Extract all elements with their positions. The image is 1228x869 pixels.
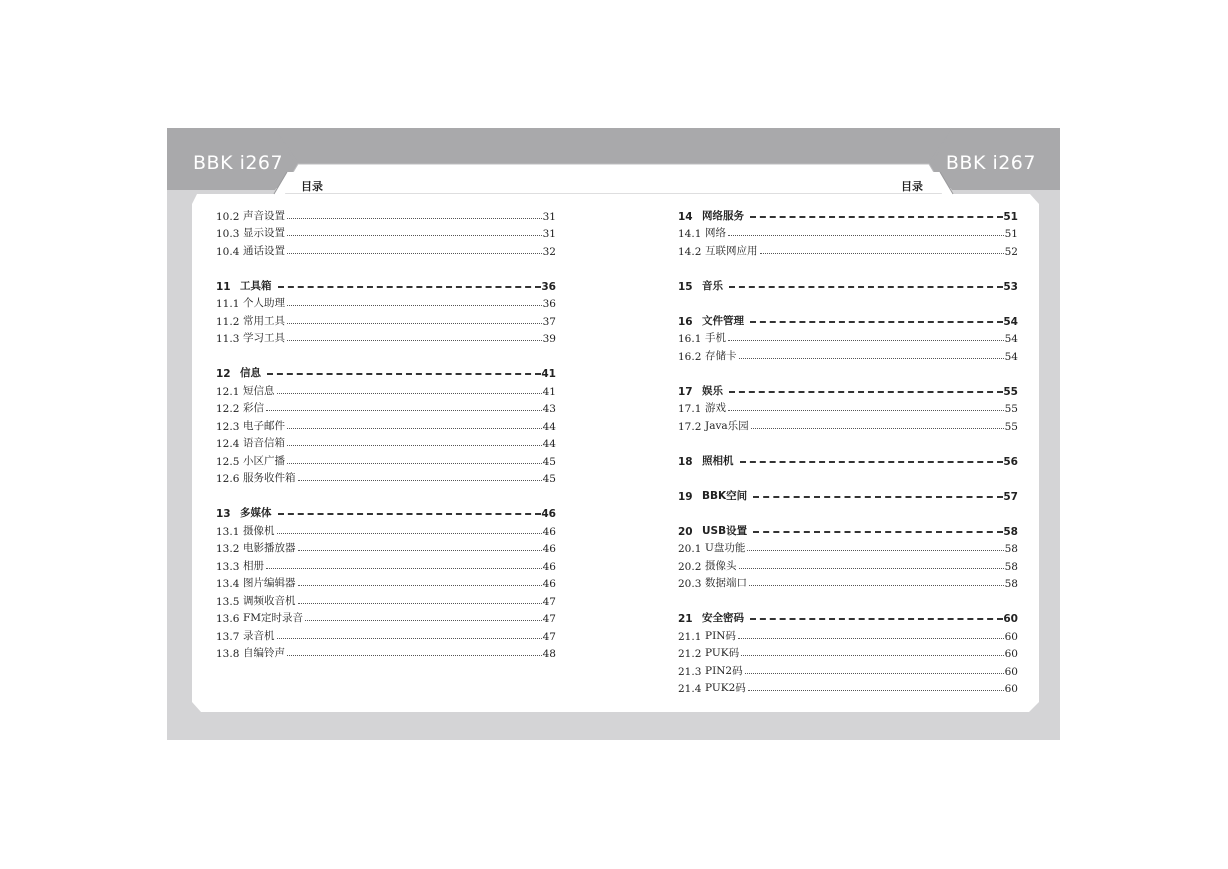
page-number: 54 <box>1004 333 1018 345</box>
toc-chapter <box>678 380 1018 398</box>
entry-number: 13.8 <box>216 648 240 660</box>
page-number: 45 <box>542 473 556 485</box>
entry-title: 工具箱 <box>240 279 272 292</box>
leader-line <box>277 393 542 394</box>
entry-number: 21.3 <box>678 665 702 678</box>
entry-title: 摄像机 <box>243 524 275 537</box>
page-number: 31 <box>542 210 556 223</box>
leader-line <box>729 391 1003 393</box>
entry-title: 存储卡 <box>705 349 737 362</box>
page-number: 54 <box>1004 350 1018 363</box>
entry-number: 16.2 <box>678 350 702 363</box>
toc-entry <box>678 555 1018 573</box>
page-number: 36 <box>542 298 556 310</box>
page-number: 54 <box>1003 315 1018 328</box>
page-number: 46 <box>542 525 556 538</box>
leader-line <box>739 358 1004 359</box>
entry-title: 录音机 <box>243 629 275 642</box>
entry-number: 13.6 <box>216 613 240 625</box>
entry-title: 多媒体 <box>240 507 272 519</box>
leader-line <box>287 463 542 464</box>
entry-number: 10.3 <box>216 228 240 240</box>
leader-line <box>747 550 1003 551</box>
toc-chapter <box>678 275 1018 293</box>
entry-title: 小区广播 <box>243 454 285 467</box>
page-number: 44 <box>542 420 556 433</box>
toc-entry <box>678 223 1018 241</box>
page-number: 47 <box>542 613 556 625</box>
entry-number: 11.3 <box>216 333 240 345</box>
leader-line <box>287 253 542 254</box>
toc-left-column <box>216 205 556 660</box>
entry-number: 10.2 <box>216 210 240 223</box>
entry-number: 21.1 <box>678 630 702 643</box>
entry-title: 通话设置 <box>243 244 285 257</box>
entry-title: 娱乐 <box>702 384 723 397</box>
entry-title: 相册 <box>243 559 264 572</box>
entry-number: 20.1 <box>678 543 702 555</box>
toc-entry <box>216 380 556 398</box>
entry-title: 图片编辑器 <box>243 577 296 589</box>
leader-line <box>287 655 542 656</box>
toc-entry <box>678 398 1018 416</box>
toc-entry <box>678 573 1018 591</box>
entry-number: 21.4 <box>678 683 702 695</box>
entry-title: 电影播放器 <box>243 542 296 554</box>
page-number: 41 <box>541 368 556 380</box>
manual-spread <box>167 128 1060 740</box>
page-number: 43 <box>542 403 556 415</box>
leader-line <box>278 513 542 515</box>
leader-line <box>751 428 1004 429</box>
toc-entry <box>216 608 556 626</box>
entry-title: 常用工具 <box>243 314 285 327</box>
page-number: 39 <box>542 333 556 345</box>
page-number: 47 <box>542 630 556 643</box>
toc-right-column <box>678 205 1018 695</box>
leader-line <box>741 655 1004 656</box>
toc-entry <box>216 468 556 486</box>
toc-entry <box>216 573 556 591</box>
entry-title: 数据端口 <box>705 577 747 589</box>
toc-entry <box>216 328 556 346</box>
entry-title: Java乐园 <box>705 419 749 432</box>
leader-line <box>266 410 542 411</box>
entry-title: 信息 <box>240 367 261 379</box>
toc-chapter <box>678 608 1018 626</box>
entry-number: 12.3 <box>216 420 240 433</box>
entry-number: 18 <box>678 455 693 468</box>
toc-entry <box>216 293 556 311</box>
toc-entry <box>678 660 1018 678</box>
page-number: 60 <box>1004 648 1018 660</box>
toc-entry <box>216 223 556 241</box>
leader-line <box>753 531 1003 533</box>
leader-line <box>305 620 542 621</box>
toc-chapter <box>678 520 1018 538</box>
toc-chapter <box>216 503 556 521</box>
toc-entry <box>216 590 556 608</box>
entry-title: 安全密码 <box>702 612 744 624</box>
toc-entry <box>678 678 1018 696</box>
toc-entry <box>216 240 556 258</box>
toc-entry <box>678 625 1018 643</box>
page-number: 51 <box>1003 210 1018 223</box>
entry-number: 14 <box>678 210 693 223</box>
leader-line <box>750 321 1003 323</box>
entry-number: 17.1 <box>678 403 702 415</box>
entry-number: 14.1 <box>678 228 702 240</box>
toc-entry <box>216 520 556 538</box>
leader-line <box>753 496 1003 498</box>
leader-line <box>277 638 542 639</box>
entry-number: 12.6 <box>216 473 240 485</box>
brand-logo-right: BBK i267 <box>945 152 1036 174</box>
entry-number: 21.2 <box>678 648 702 660</box>
entry-title: 互联网应用 <box>705 244 758 257</box>
entry-title: PUK2码 <box>705 682 746 694</box>
entry-title: 网络 <box>705 227 726 239</box>
page-number: 48 <box>542 648 556 660</box>
entry-title: 网络服务 <box>702 209 744 222</box>
entry-title: 自编铃声 <box>243 647 285 659</box>
page-number: 60 <box>1004 683 1018 695</box>
toc-entry <box>678 415 1018 433</box>
page-number: 46 <box>541 508 556 520</box>
entry-number: 20 <box>678 525 693 538</box>
toc-chapter <box>678 205 1018 223</box>
entry-title: USB设置 <box>702 524 748 537</box>
toc-chapter <box>678 310 1018 328</box>
entry-title: 调频收音机 <box>243 594 296 607</box>
toc-chapter <box>216 363 556 381</box>
leader-line <box>760 253 1004 254</box>
toc-entry <box>216 625 556 643</box>
toc-entry <box>216 643 556 661</box>
leader-line <box>728 340 1004 341</box>
entry-title: 彩信 <box>243 402 264 414</box>
leader-line <box>287 323 542 324</box>
entry-title: 短信息 <box>243 384 275 397</box>
entry-title: 文件管理 <box>702 314 744 327</box>
page-number: 60 <box>1004 665 1018 678</box>
leader-line <box>728 235 1004 236</box>
toc-chapter <box>678 450 1018 468</box>
entry-number: 12.4 <box>216 438 240 450</box>
brand-logo-left: BBK i267 <box>193 152 284 174</box>
entry-number: 13.5 <box>216 595 240 608</box>
toc-header-left: 目录 <box>301 180 323 193</box>
entry-number: 16 <box>678 315 693 328</box>
entry-title: 学习工具 <box>243 332 285 344</box>
entry-title: PUK码 <box>705 647 740 659</box>
page-number: 31 <box>542 228 556 240</box>
entry-title: 服务收件箱 <box>243 472 296 484</box>
entry-title: 摄像头 <box>705 559 737 572</box>
entry-number: 13.7 <box>216 630 240 643</box>
entry-number: 21 <box>678 613 693 625</box>
leader-line <box>745 673 1004 674</box>
toc-entry <box>678 240 1018 258</box>
entry-number: 16.1 <box>678 333 702 345</box>
leader-line <box>277 533 542 534</box>
entry-number: 13.1 <box>216 525 240 538</box>
leader-line <box>298 585 542 586</box>
toc-entry <box>216 538 556 556</box>
page-number: 58 <box>1004 578 1018 590</box>
page-number: 45 <box>542 455 556 468</box>
toc-entry <box>216 310 556 328</box>
entry-title: PIN2码 <box>705 664 743 677</box>
toc-entry <box>678 345 1018 363</box>
entry-number: 12.1 <box>216 385 240 398</box>
entry-title: PIN码 <box>705 629 736 642</box>
page-number: 46 <box>542 543 556 555</box>
page-number: 55 <box>1004 403 1018 415</box>
toc-entry <box>216 555 556 573</box>
leader-line <box>750 618 1003 620</box>
page-number: 36 <box>541 280 556 293</box>
entry-title: 音乐 <box>702 279 723 292</box>
entry-number: 10.4 <box>216 245 240 258</box>
page-number: 32 <box>542 245 556 258</box>
entry-number: 17.2 <box>678 420 702 433</box>
leader-line <box>298 603 542 604</box>
entry-number: 19 <box>678 490 693 503</box>
page-number: 41 <box>542 385 556 398</box>
page-number: 46 <box>542 560 556 573</box>
leader-line <box>748 690 1004 691</box>
toc-entry <box>216 450 556 468</box>
leader-line <box>298 480 542 481</box>
page-number: 58 <box>1004 543 1018 555</box>
entry-title: 照相机 <box>702 454 734 467</box>
leader-line <box>749 585 1004 586</box>
page-number: 51 <box>1004 228 1018 240</box>
leader-line <box>298 550 542 551</box>
entry-title: 语音信箱 <box>243 437 285 449</box>
entry-number: 11.1 <box>216 298 240 310</box>
entry-title: 电子邮件 <box>243 419 285 432</box>
entry-number: 15 <box>678 280 693 293</box>
leader-line <box>740 461 1004 463</box>
leader-line <box>278 286 542 288</box>
leader-line <box>728 410 1004 411</box>
page-number: 56 <box>1003 455 1018 468</box>
page-number: 46 <box>542 578 556 590</box>
toc-header-right: 目录 <box>901 180 923 193</box>
page-number: 58 <box>1003 525 1018 538</box>
page-number: 37 <box>542 315 556 328</box>
page-number: 57 <box>1003 490 1018 503</box>
page-number: 52 <box>1004 245 1018 258</box>
page-number: 58 <box>1004 560 1018 573</box>
entry-title: BBK空间 <box>702 489 748 502</box>
page-number: 44 <box>542 438 556 450</box>
leader-line <box>266 568 542 569</box>
toc-entry <box>216 415 556 433</box>
toc-entry <box>678 538 1018 556</box>
leader-line <box>287 235 542 236</box>
toc-entry <box>216 205 556 223</box>
page-number: 55 <box>1003 385 1018 398</box>
page-number: 60 <box>1004 630 1018 643</box>
page-number: 47 <box>542 595 556 608</box>
leader-line <box>287 218 542 219</box>
page-number: 53 <box>1003 280 1018 293</box>
entry-number: 12 <box>216 368 231 380</box>
leader-line <box>750 216 1003 218</box>
entry-number: 20.2 <box>678 560 702 573</box>
entry-number: 14.2 <box>678 245 702 258</box>
toc-chapter <box>216 275 556 293</box>
toc-entry <box>678 643 1018 661</box>
leader-line <box>287 445 542 446</box>
entry-number: 11.2 <box>216 315 240 328</box>
entry-number: 20.3 <box>678 578 702 590</box>
leader-line <box>267 373 541 375</box>
page-number: 55 <box>1004 420 1018 433</box>
entry-title: 游戏 <box>705 402 726 414</box>
leader-line <box>739 568 1004 569</box>
entry-number: 11 <box>216 280 231 293</box>
entry-number: 17 <box>678 385 693 398</box>
toc-chapter <box>678 485 1018 503</box>
entry-title: FM定时录音 <box>243 612 304 624</box>
entry-number: 13.2 <box>216 543 240 555</box>
entry-title: 个人助理 <box>243 297 285 309</box>
entry-title: 显示设置 <box>243 227 285 239</box>
toc-entry <box>678 328 1018 346</box>
page-number: 60 <box>1003 613 1018 625</box>
leader-line <box>287 305 542 306</box>
leader-line <box>287 428 542 429</box>
entry-number: 12.2 <box>216 403 240 415</box>
entry-number: 12.5 <box>216 455 240 468</box>
toc-entry <box>216 398 556 416</box>
leader-line <box>287 340 542 341</box>
entry-number: 13.3 <box>216 560 240 573</box>
entry-number: 13 <box>216 508 231 520</box>
entry-title: U盘功能 <box>705 542 746 554</box>
leader-line <box>729 286 1003 288</box>
entry-number: 13.4 <box>216 578 240 590</box>
entry-title: 手机 <box>705 332 726 344</box>
toc-entry <box>216 433 556 451</box>
leader-line <box>738 638 1004 639</box>
entry-title: 声音设置 <box>243 209 285 222</box>
